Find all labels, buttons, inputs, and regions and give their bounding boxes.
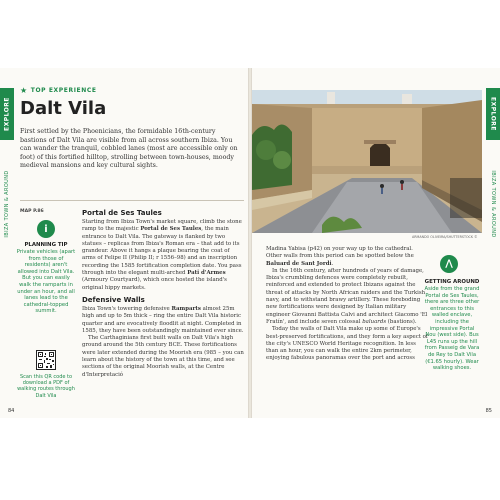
book-spread bbox=[0, 68, 500, 418]
text-run: Ibiza Town's towering defensive bbox=[82, 305, 172, 312]
chapter-side-text: IBIZA TOWN & AROUND bbox=[4, 170, 10, 238]
page-title: Dalt Vila bbox=[20, 98, 107, 119]
text-run: (Armoury Courtyard), which once hosted the island's original hippy markets. bbox=[82, 277, 227, 291]
dalt-vila-photo bbox=[252, 90, 482, 233]
right-paragraph-2 bbox=[266, 268, 428, 326]
chapter-side-text-right: IBIZA TOWN & AROUND bbox=[490, 170, 496, 238]
divider bbox=[20, 200, 244, 201]
photo-illustration bbox=[252, 90, 482, 233]
explore-side-tab bbox=[0, 88, 14, 140]
right-main-column bbox=[266, 246, 428, 363]
top-experience-kicker bbox=[20, 86, 97, 95]
right-paragraph-3: Today the walls of Dalt Vila make up some of Europe's best-preserved fortifications, and they form a key aspect of the city's UNESCO World Heritage recognition. In less than an hour, you can walk the entire 2km perimeter, enjoying fabulous panoramas over the port and across bbox=[266, 326, 428, 362]
section-paragraph-portal bbox=[82, 219, 244, 292]
bold-term: Portal de Ses Taules bbox=[140, 226, 202, 233]
bold-term: Pati d'Armes bbox=[187, 270, 226, 277]
qr-code-pattern bbox=[37, 351, 55, 369]
text-run: Madina Yabisa (p42) on your way up to the cathedral. Other walls from this period can be spotted below the bbox=[266, 246, 414, 260]
qr-caption: Scan this QR code to download a PDF of walking routes through Dalt Vila bbox=[17, 374, 75, 399]
text-run: Starting from Ibiza Town's market square, climb the stone ramp to the majestic bbox=[82, 219, 242, 233]
explore-tab-label: EXPLORE bbox=[3, 96, 11, 132]
main-column bbox=[82, 209, 244, 379]
star-icon: ★ bbox=[20, 86, 28, 95]
text-run: almost 25m high and up to 5m thick – ring the entire Dalt Vila historic quarter and are evocatively floodlit at night. Completed in 1585, they have been outstandingly maintained ever since. bbox=[82, 305, 244, 334]
getting-around-text: Aside from the grand Portal de Ses Taules, there are three other entrances to this walled enclave, including the impressive Portal Nou (west side). Bus L45 runs up the hill from Passeig de Vara de Rey to Dalt Vila (€1.65 hourly). Wear walking shoes. bbox=[424, 286, 480, 372]
map-reference: MAP P.86 bbox=[20, 209, 44, 214]
section-heading-walls: Defensive Walls bbox=[82, 295, 145, 304]
text-run: In the 16th century, after hundreds of years of damage, Ibiza's crumbling defences were completely rebuilt, reinforced and extended to protect Ibizans against the threat of attacks by North African raiders and the Turkish navy, and to withstand brawy artillery. These foreboding new fortifications were designed by Italian military engineer Giovanni Battista Calvi and architect Giacomo 'El Fratín', and include seven colossal bbox=[266, 267, 428, 325]
planning-tip-text: Private vehicles (apart from those of residents) aren't allowed into Dalt Vila. But you can easily walk the ramparts in under an hour, and all lanes lead to the cathedral-topped summit. bbox=[16, 249, 76, 315]
explore-side-tab-right bbox=[486, 88, 500, 140]
section-paragraph-walls-2: The Carthaginians first built walls on Dalt Vila's high ground around the 5th century BCE. These fortifications were later extended during the Moorish era (985 – you can learn about the history of the town at this time, and see sections of the original Moorish walls, at the Centre d'Interpretació bbox=[82, 335, 244, 378]
text-run: , the main entrance to Dalt Vila. The gateway is flanked by two statues – replicas from Ibiza's Roman era – that add to its grandeur. Above it hangs a plaque bearing the coat of arms of Felipe II (Philip II; r 1556–98) and an inscription recording the 1585 fortification completion date. You pass through into the elegant multi-arched bbox=[82, 226, 242, 277]
planning-tip-heading: PLANNING TIP bbox=[24, 242, 68, 248]
text-run: (bastions). bbox=[386, 318, 417, 325]
italic-term: baluards bbox=[362, 318, 387, 325]
intro-paragraph: First settled by the Phoenicians, the formidable 16th-century bastions of Dalt Vila are visible from all across southern Ibiza. You can wander the tranquil, cobbled lanes (most are accessible only on foot) of this fortified hilltop, strolling between town-houses, moody medieval mansions and key cultural sights. bbox=[20, 128, 238, 170]
info-icon: i bbox=[37, 220, 55, 238]
page-number-left: 84 bbox=[8, 408, 15, 414]
photo-credit: ARMANDO OLIVEIRA/SHUTTERSTOCK © bbox=[412, 235, 478, 239]
getting-around-heading: GETTING AROUND bbox=[424, 279, 480, 285]
left-page bbox=[0, 68, 248, 418]
explore-tab-label-right: EXPLORE bbox=[489, 96, 497, 132]
chapter-side-label bbox=[0, 144, 14, 264]
section-heading-portal: Portal de Ses Taules bbox=[82, 209, 162, 217]
text-run: . bbox=[331, 260, 334, 267]
right-paragraph-1 bbox=[266, 246, 428, 268]
getting-around-icon: ⋀ bbox=[440, 255, 458, 273]
kicker-label: TOP EXPERIENCE bbox=[30, 87, 97, 94]
page-number-right: 85 bbox=[485, 408, 492, 414]
right-page bbox=[252, 68, 500, 418]
bold-term: Ramparts bbox=[171, 305, 201, 312]
section-paragraph-walls bbox=[82, 306, 244, 335]
bold-term: Baluard de Sant Jordi bbox=[266, 260, 332, 267]
chapter-side-label-right bbox=[486, 144, 500, 264]
qr-code[interactable] bbox=[36, 350, 56, 370]
